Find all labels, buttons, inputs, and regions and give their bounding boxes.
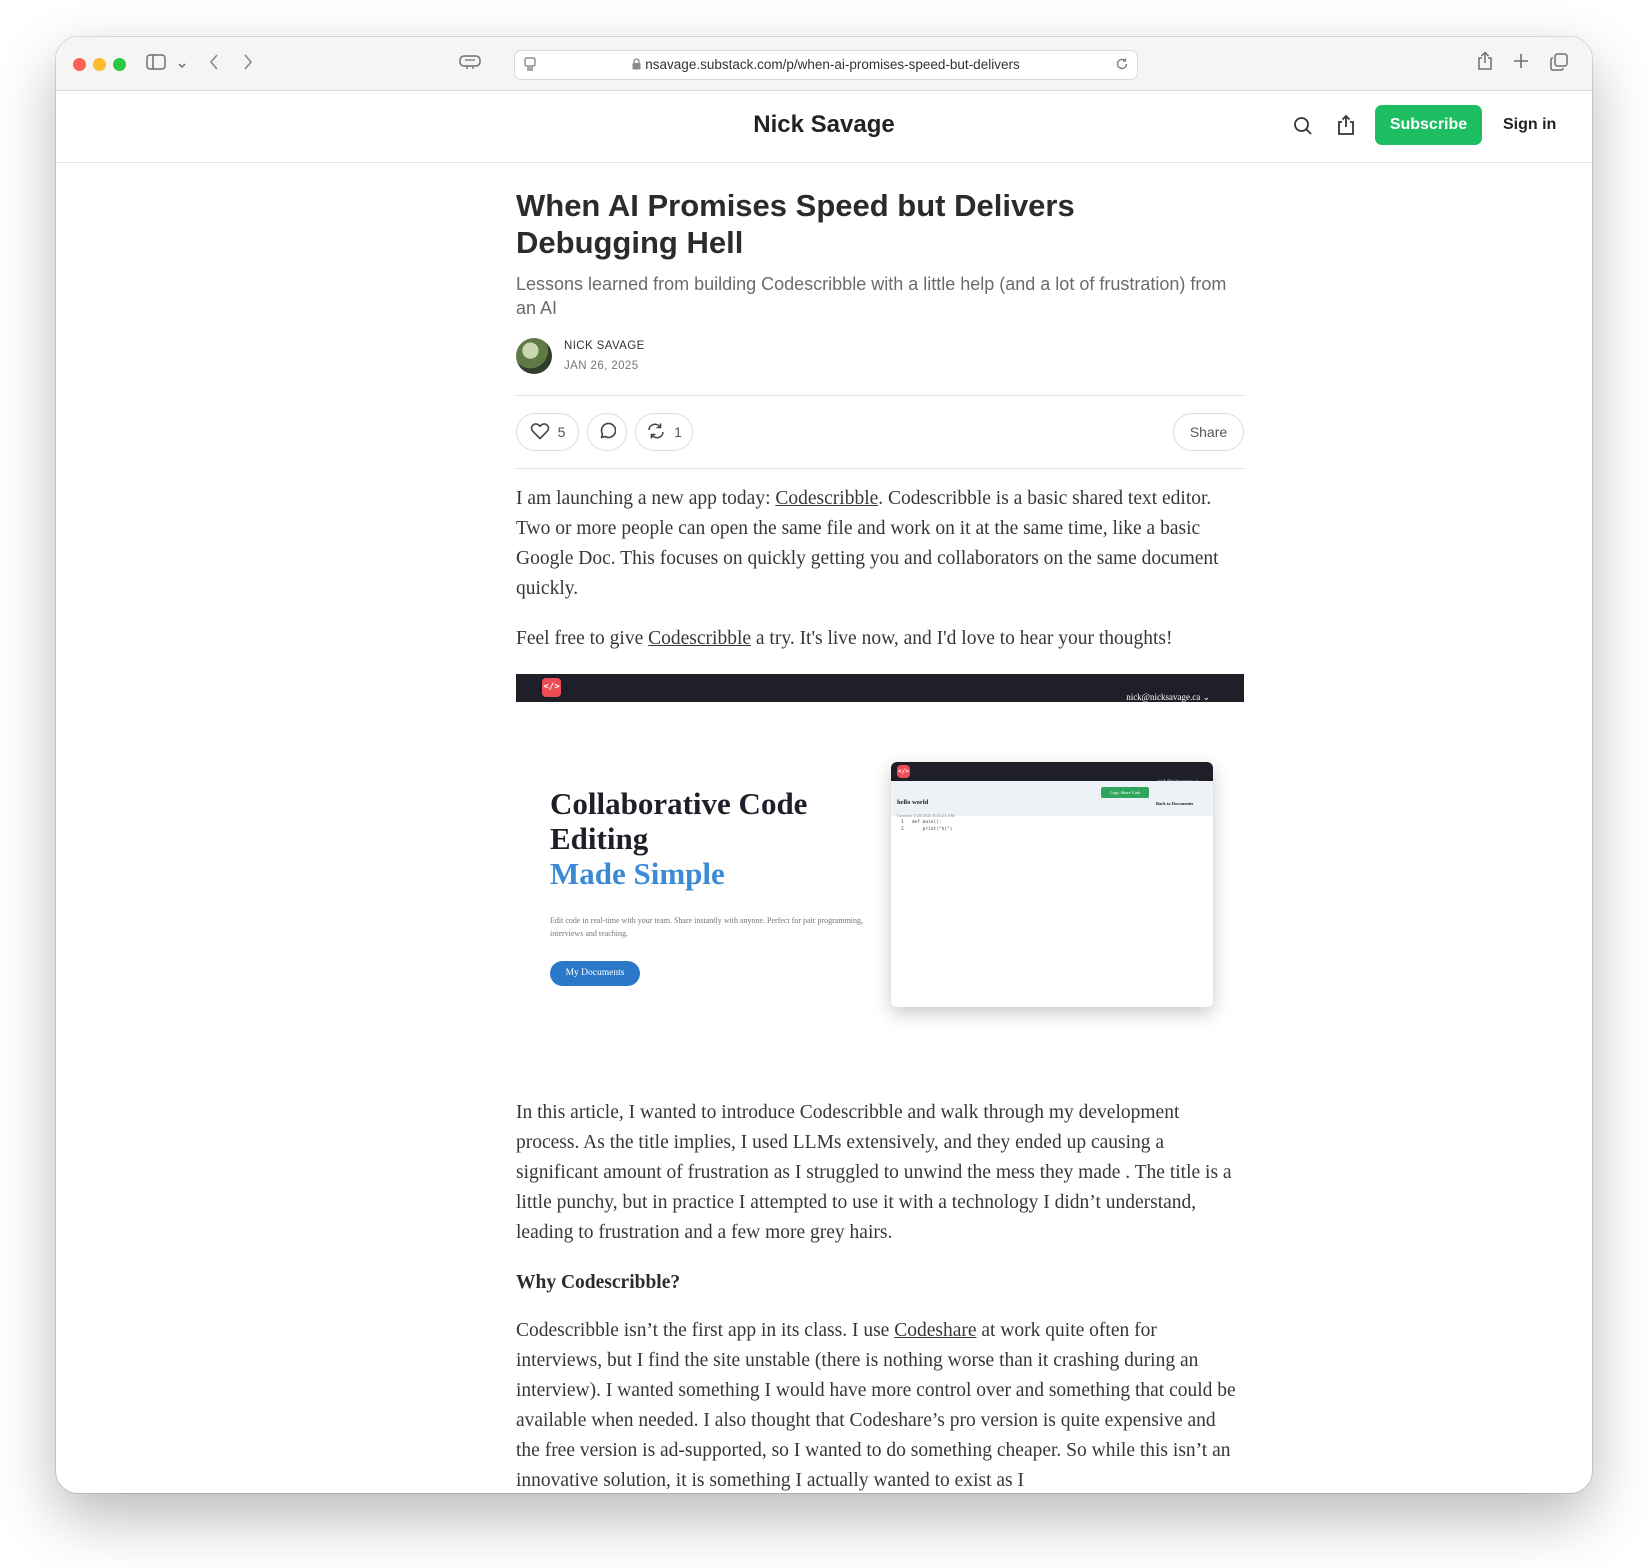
hero-app-bar xyxy=(516,674,1244,702)
like-button[interactable] xyxy=(516,413,579,451)
subscribe-button[interactable]: Subscribe xyxy=(1375,105,1482,145)
byline xyxy=(516,338,1244,378)
section-heading: Why Codescribble? xyxy=(516,1272,681,1293)
plus-icon[interactable] xyxy=(1513,53,1529,72)
text: . Codescribble is a basic shared text editor. Two or more people can open the same file and work on it at the same time, like a basic Google Doc. This focuses on quickly getting you and collaborators on the same document quickly. xyxy=(516,488,1219,599)
article-body xyxy=(516,484,1244,1493)
like-count: 5 xyxy=(557,424,566,440)
comment-icon xyxy=(598,422,616,443)
close-window-button[interactable] xyxy=(73,58,86,71)
hero-user-email: nick@nicksavage.ca ⌄ xyxy=(1126,692,1210,702)
post-actions xyxy=(516,396,1244,468)
text: at work quite often for interviews, but I find the site unstable (there is nothing worse than it crashing during an interview). I wanted something I would have more control over and something that could be available when needed. I also thought that Codeshare’s pro version is quite expensive and the free version is ad-supported, so I wanted to do something cheaper. So while this isn’t an innovative solution, it is something I actually wanted to exist as I xyxy=(516,1320,1236,1491)
restack-icon xyxy=(646,422,666,443)
url-text: nsavage.substack.com/p/when-ai-promises-speed-but-delivers xyxy=(645,57,1020,72)
restack-button[interactable] xyxy=(635,413,693,451)
post-date: JAN 26, 2025 xyxy=(564,360,639,372)
editor-preview-bar xyxy=(891,762,1213,781)
app-logo: </> xyxy=(542,678,561,697)
sign-in-button[interactable]: Sign in xyxy=(1503,116,1557,133)
copy-share-link-button: Copy Share Link xyxy=(1101,787,1149,798)
hero-screenshot[interactable] xyxy=(516,674,1244,1052)
author-name[interactable]: NICK SAVAGE xyxy=(564,340,645,352)
my-documents-button: My Documents xyxy=(550,961,640,986)
article-title: When AI Promises Speed but Delivers Debugging Hell xyxy=(516,188,1075,260)
code-editor: 1 def main(): 2 print("hi") xyxy=(901,820,953,832)
share-label: Share xyxy=(1189,424,1228,440)
site-title[interactable]: Nick Savage xyxy=(753,111,895,138)
hero-heading-line: Editing xyxy=(550,821,649,856)
app-logo: </> xyxy=(897,765,910,778)
sidebar-icon[interactable] xyxy=(146,54,166,73)
paragraph: In this article, I wanted to introduce Codescribble and walk through my development process. As the title implies, I used LLMs extensively, and they ended up causing a significant amount of frustration as I struggled to unwind the mess they made . The title is a little punchy, but in practice I attempted to use it with a technology I didn’t understand, leading to frustration and a few more grey hairs. xyxy=(516,1102,1232,1243)
text: Feel free to give xyxy=(516,628,649,649)
paragraph xyxy=(516,484,1244,604)
comment-button[interactable] xyxy=(587,413,627,451)
hero-heading-line: Collaborative Code xyxy=(550,786,808,821)
codeshare-link[interactable]: Codeshare xyxy=(894,1320,977,1341)
browser-window xyxy=(56,37,1592,1493)
article xyxy=(516,187,1244,1493)
paragraph xyxy=(516,624,1244,654)
hero-description: Edit code in real-time with your team. Share instantly with anyone. Perfect for pair programming, interviews and teaching. xyxy=(550,916,864,938)
avatar[interactable] xyxy=(516,338,552,374)
lock-icon xyxy=(632,58,641,73)
text: Codescribble isn’t the first app in its class. I use xyxy=(516,1320,895,1341)
divider xyxy=(516,468,1244,469)
share-post-icon[interactable] xyxy=(1337,114,1355,141)
reload-icon[interactable] xyxy=(1115,57,1129,76)
search-icon[interactable] xyxy=(1293,116,1313,141)
codescribble-link[interactable]: Codescribble xyxy=(775,488,879,509)
address-bar[interactable] xyxy=(514,50,1138,80)
hero-heading-highlight: Made Simple xyxy=(550,856,725,891)
restack-count: 1 xyxy=(674,424,682,440)
editor-header xyxy=(891,781,1213,816)
back-icon[interactable] xyxy=(208,53,220,74)
back-to-documents-link: Back to Documents xyxy=(1156,801,1194,806)
browser-toolbar xyxy=(56,37,1592,91)
share-button[interactable] xyxy=(1173,413,1244,451)
minimize-window-button[interactable] xyxy=(93,58,106,71)
article-subtitle: Lessons learned from building Codescribble with a little help (and a lot of frustration) from an AI xyxy=(516,274,1227,318)
paragraph xyxy=(516,1316,1244,1493)
site-header xyxy=(56,91,1592,163)
zoom-window-button[interactable] xyxy=(113,58,126,71)
codescribble-link[interactable]: Codescribble xyxy=(648,628,752,649)
heart-icon xyxy=(530,422,550,443)
hero-heading xyxy=(550,786,807,891)
text: I am launching a new app today: xyxy=(516,488,776,509)
document-created: Created: 1/25/2025 8:34:24 AM xyxy=(897,813,955,818)
chevron-down-icon[interactable] xyxy=(177,56,187,74)
text: a try. It's live now, and I'd love to hear your thoughts! xyxy=(751,628,1173,649)
forward-icon[interactable] xyxy=(242,53,254,74)
editor-preview xyxy=(891,762,1213,1007)
reader-icon[interactable] xyxy=(459,54,481,73)
tabs-icon[interactable] xyxy=(1550,53,1568,74)
share-icon[interactable] xyxy=(1477,51,1493,74)
document-title: hello world xyxy=(897,799,929,806)
